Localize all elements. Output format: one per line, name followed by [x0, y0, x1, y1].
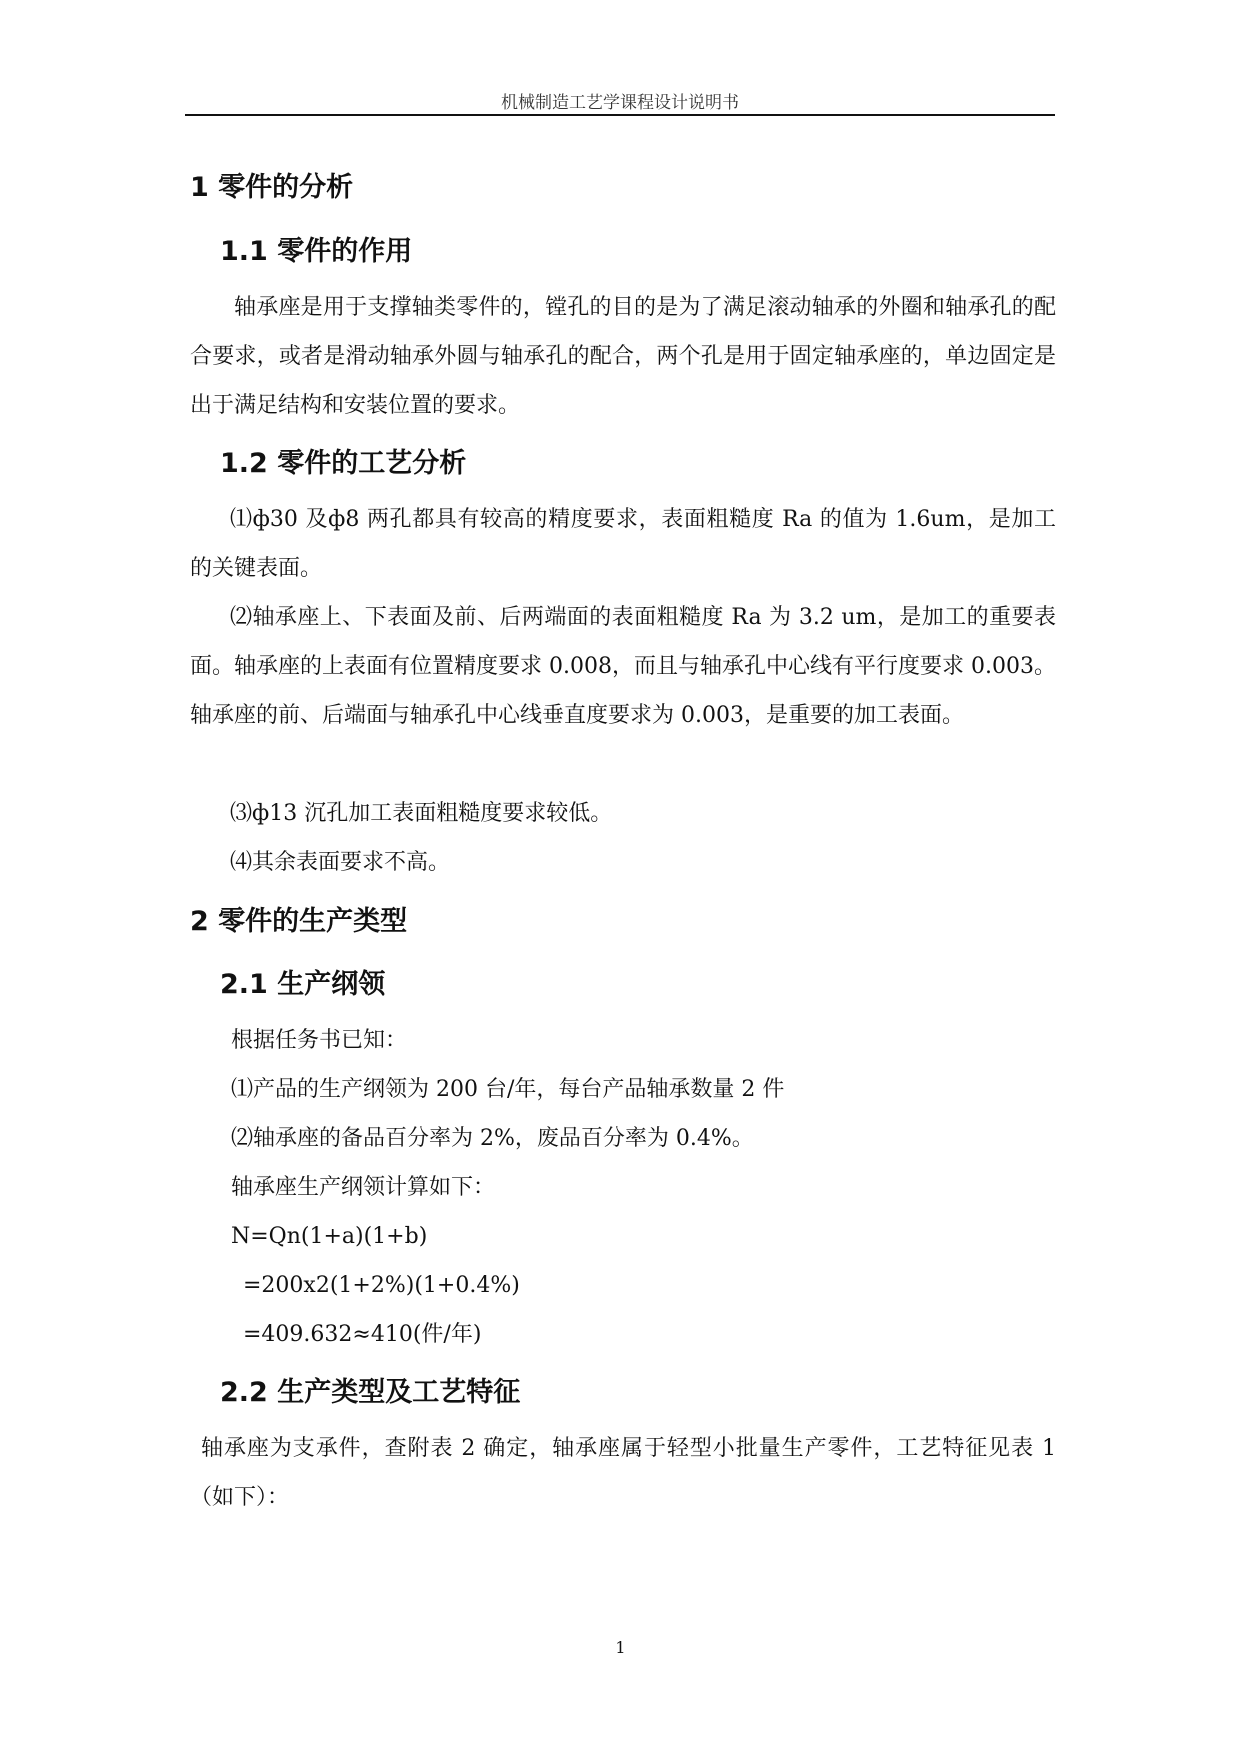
- section-2-2-heading: 2.2 生产类型及工艺特征: [220, 1377, 521, 1408]
- section-1-1-paragraph: 轴承座是用于支撑轴类零件的，镗孔的目的是为了满足滚动轴承的外圈和轴承孔的配合要求，或者是滑动轴承外圆与轴承孔的配合，两个孔是用于固定轴承座的，单边固定是出于满足结构和安装位置的要求。: [190, 295, 1056, 418]
- running-header: 机械制造工艺学课程设计说明书: [501, 93, 739, 113]
- section-2-1-heading: 2.1 生产纲领: [220, 969, 386, 1000]
- analysis-item-2: ⑵轴承座上、下表面及前、后两端面的表面粗糙度 Ra 为 3.2 um，是加工的重要表面。轴承座的上表面有位置精度要求 0.008，而且与轴承孔中心线有平行度要求 0.003。轴承座的前、后端面与轴承孔中心线垂直度要求为 0.003，是重要的加工表面。: [190, 605, 1056, 728]
- section-1-2-heading: 1.2 零件的工艺分析: [220, 448, 467, 479]
- production-line-2: ⑴产品的生产纲领为 200 台/年，每台产品轴承数量 2 件: [231, 1077, 785, 1102]
- section-2-2-paragraph: 轴承座为支承件，查附表 2 确定，轴承座属于轻型小批量生产零件，工艺特征见表 1（如下）：: [190, 1436, 1056, 1510]
- formula-line-2: =200x2(1+2%)(1+0.4%): [243, 1273, 520, 1298]
- production-line-1: 根据任务书已知：: [231, 1028, 408, 1053]
- section-1-1-heading: 1.1 零件的作用: [220, 236, 413, 267]
- formula-line-1: N=Qn(1+a)(1+b): [231, 1224, 428, 1249]
- analysis-item-1: ⑴ф30 及ф8 两孔都具有较高的精度要求，表面粗糙度 Ra 的值为 1.6um，是加工的关键表面。: [190, 507, 1056, 581]
- section-1-heading: 1 零件的分析: [190, 172, 354, 203]
- header-rule: [185, 114, 1055, 116]
- formula-line-3: =409.632≈410(件/年): [243, 1322, 482, 1347]
- production-line-3: ⑵轴承座的备品百分率为 2%，废品百分率为 0.4%。: [231, 1126, 754, 1151]
- production-line-4: 轴承座生产纲领计算如下：: [231, 1175, 496, 1200]
- analysis-item-3: ⑶ф13 沉孔加工表面粗糙度要求较低。: [230, 801, 613, 826]
- section-2-heading: 2 零件的生产类型: [190, 906, 408, 937]
- page-number: 1: [615, 1638, 626, 1657]
- analysis-item-4: ⑷其余表面要求不高。: [230, 850, 451, 875]
